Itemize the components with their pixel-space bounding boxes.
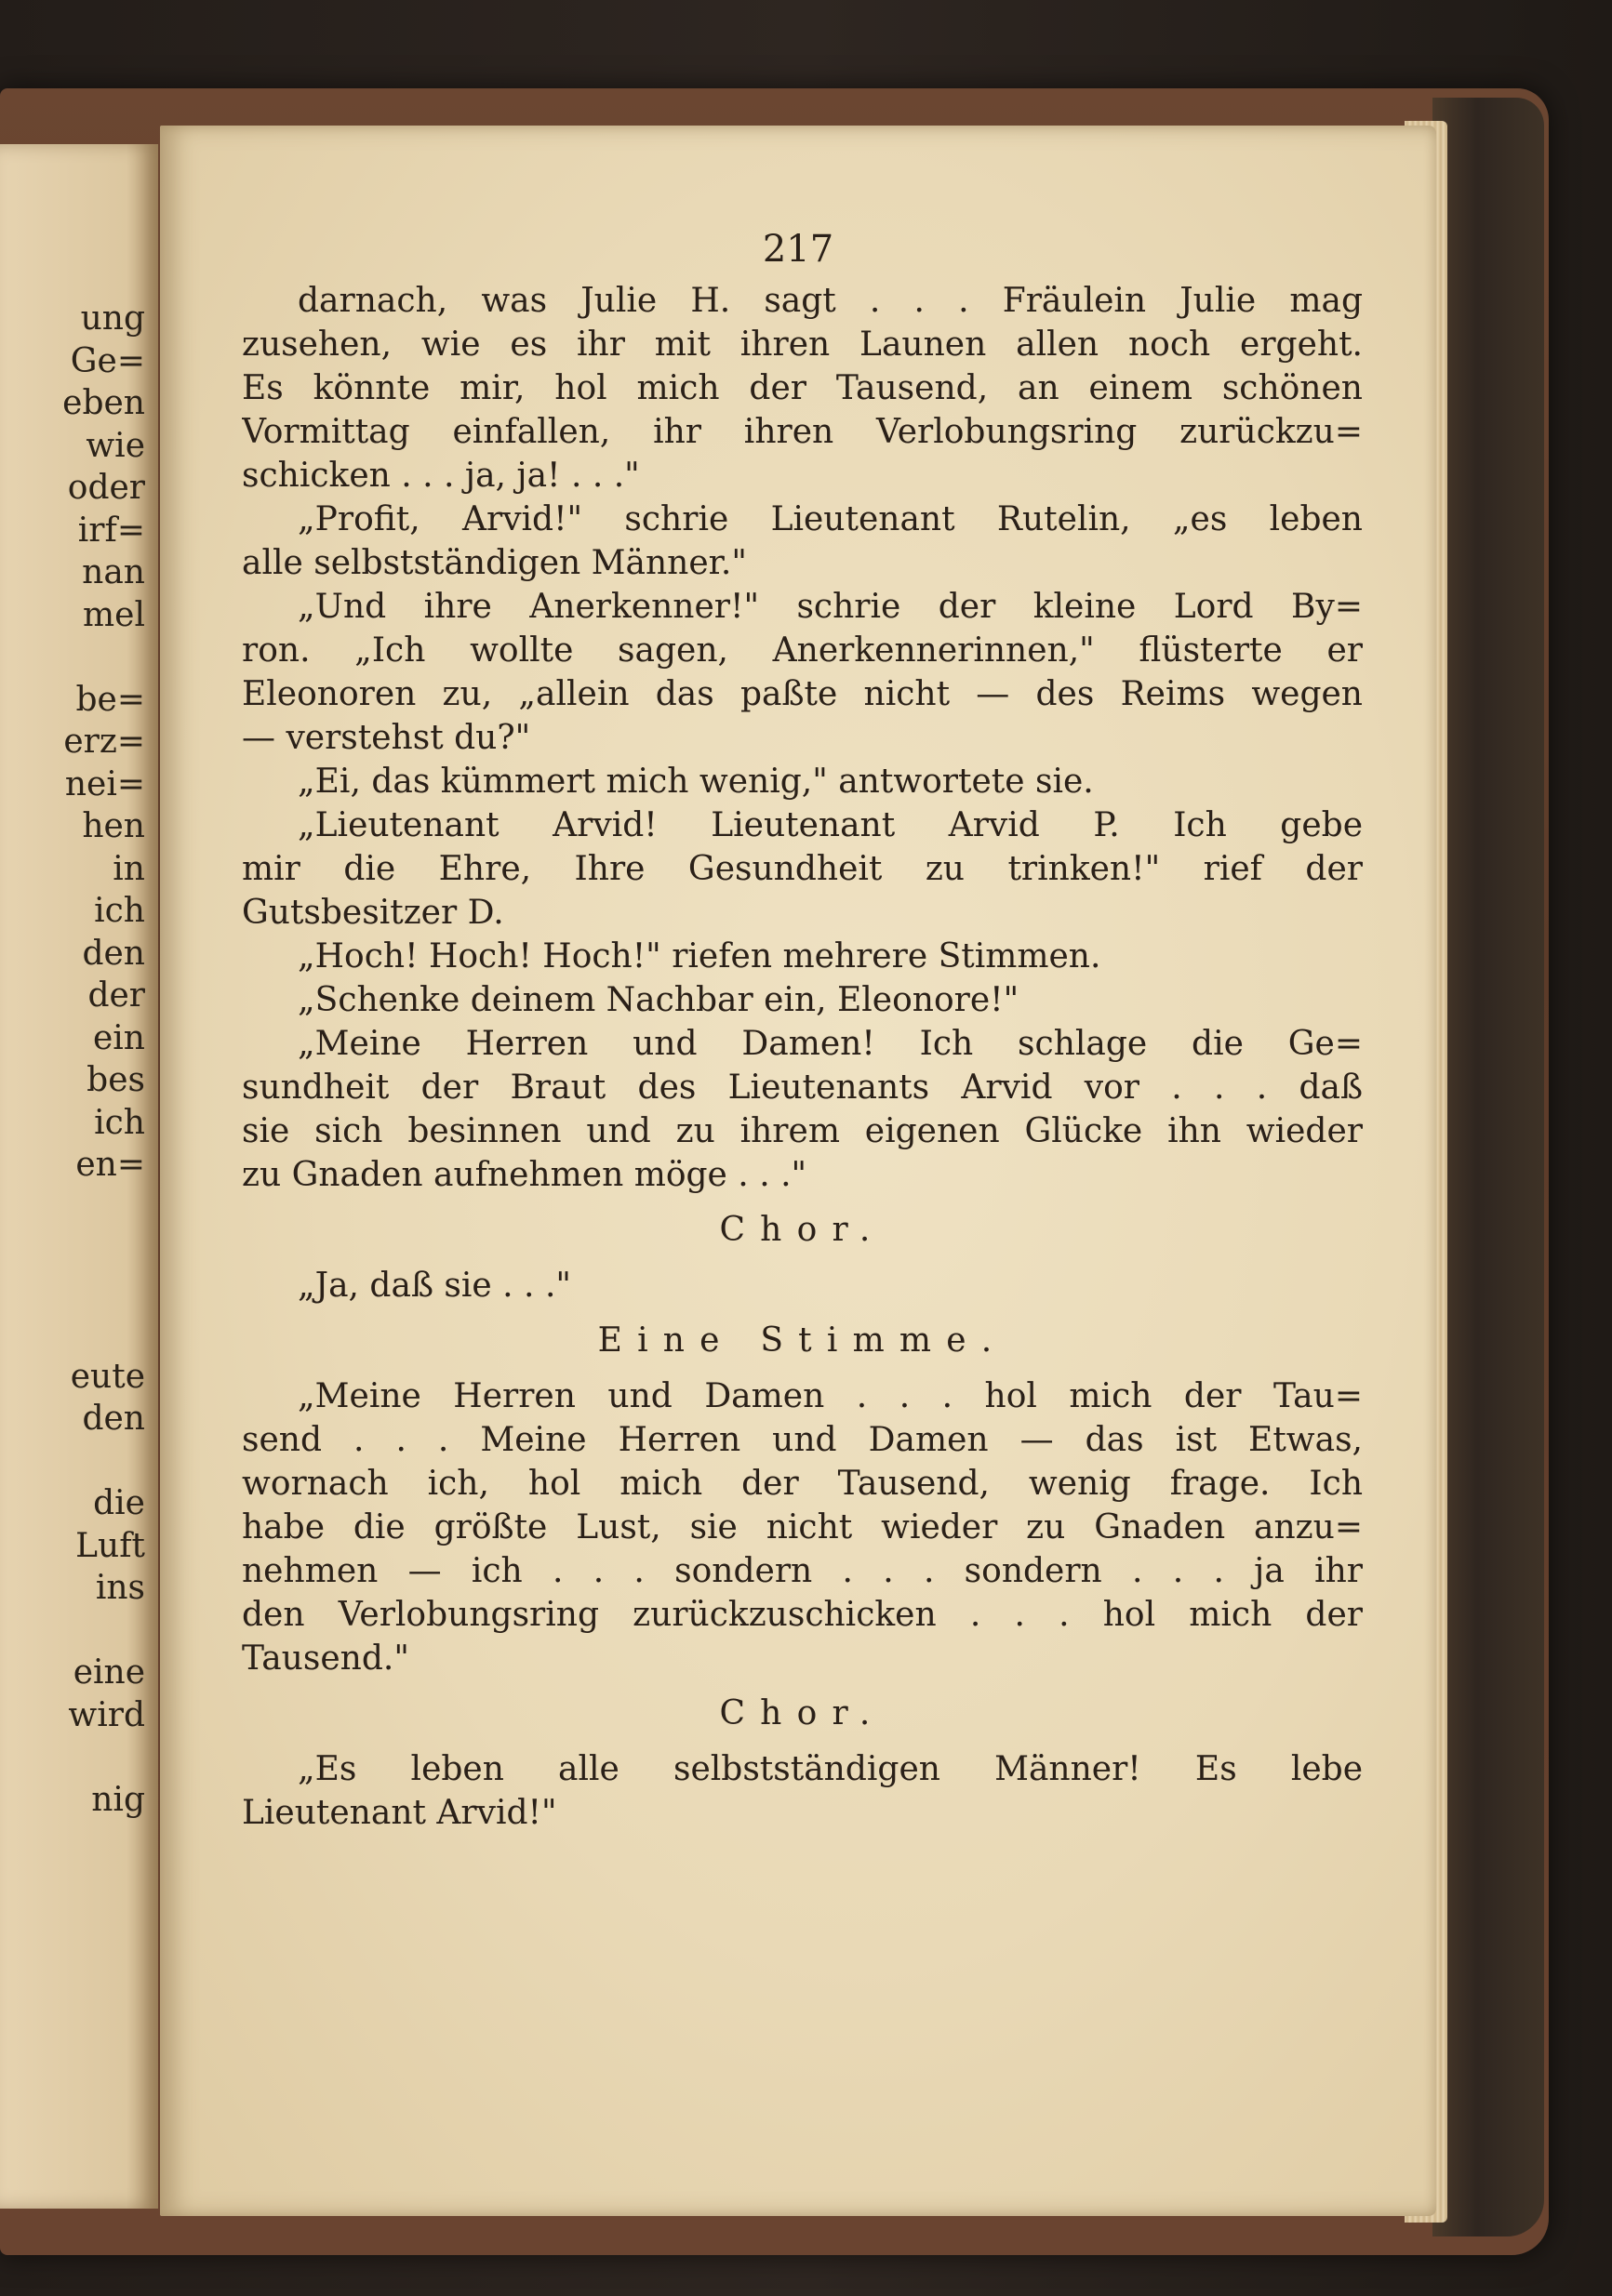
left-page-fragment: ich — [94, 1103, 145, 1142]
text-line: wornach ich, hol mich der Tausend, wenig frage. Ich — [242, 1465, 1363, 1503]
text-line: send . . . Meine Herren und Damen — das ist Etwas, — [242, 1421, 1363, 1459]
left-page-fragment — [62, 1313, 145, 1356]
section-heading: Chor. — [719, 1211, 886, 1249]
left-page-fragment: nig — [91, 1780, 145, 1819]
text-line: sie sich besinnen und zu ihrem eigenen Glücke ihn wieder — [242, 1112, 1363, 1150]
text-line: — verstehst du?" — [242, 719, 531, 757]
text-line: „Hoch! Hoch! Hoch!" riefen mehrere Stimmen. — [298, 937, 1101, 975]
book-cover-edge — [1432, 98, 1544, 2236]
left-page-fragment: ein — [92, 1018, 145, 1057]
left-page-fragment: ich — [94, 892, 145, 930]
left-page-fragment: in — [113, 849, 145, 888]
text-line: den Verlobungsring zurückzuschicken . . . hol mich der — [242, 1596, 1363, 1634]
left-page — [0, 144, 158, 2209]
text-line: zusehen, wie es ihr mit ihren Launen allen noch ergeht. — [242, 325, 1363, 364]
left-page-fragment: hen — [82, 807, 145, 845]
left-page-fragment — [62, 1440, 145, 1483]
left-page-fragment: der — [87, 976, 145, 1015]
left-page-fragment: en= — [75, 1146, 145, 1184]
text-line: „Ja, daß sie . . ." — [298, 1267, 571, 1305]
left-page-fragment: nan — [82, 553, 145, 591]
text-line: „Meine Herren und Damen . . . hol mich der Tau= — [298, 1377, 1363, 1415]
left-page-fragment: eine — [73, 1653, 145, 1692]
text-line: Eleonoren zu, „allein das paßte nicht — des Reims wegen — [242, 675, 1363, 713]
left-page-fragment: bes — [87, 1061, 145, 1099]
text-line: „Und ihre Anerkenner!" schrie der kleine Lord By= — [298, 588, 1363, 626]
left-page-fragment — [62, 1736, 145, 1779]
left-page-fragment: ung — [80, 299, 145, 338]
section-heading: Chor. — [719, 1694, 886, 1732]
left-page-fragment: irf= — [77, 511, 145, 550]
left-page-fragment — [62, 1610, 145, 1652]
left-page-fragment: ins — [95, 1569, 145, 1607]
text-line: Vormittag einfallen, ihr ihren Verlobungsring zurückzu= — [242, 413, 1363, 451]
left-page-fragment: Ge= — [70, 341, 145, 380]
text-line: „Ei, das kümmert mich wenig," antwortete sie. — [298, 763, 1094, 801]
text-line: mir die Ehre, Ihre Gesundheit zu trinken!" rief der — [242, 850, 1363, 888]
text-line: Gutsbesitzer D. — [242, 894, 504, 932]
left-page-fragment — [62, 636, 145, 679]
page-number: 217 — [762, 228, 834, 271]
text-line: sundheit der Braut des Lieutenants Arvid vor . . . daß — [242, 1068, 1363, 1107]
text-line: „Meine Herren und Damen! Ich schlage die Ge= — [298, 1025, 1363, 1063]
text-line: Tausend." — [242, 1639, 409, 1678]
left-page-fragment: wie — [86, 426, 145, 465]
text-line: „Lieutenant Arvid! Lieutenant Arvid P. Ich gebe — [298, 806, 1363, 844]
left-page-fragment — [62, 1187, 145, 1229]
text-line: nehmen — ich . . . sondern . . . sondern . . . ja ihr — [242, 1552, 1363, 1590]
left-page-fragment: oder — [67, 469, 145, 507]
left-page-fragment: be= — [75, 680, 145, 719]
left-page-fragment — [62, 1228, 145, 1271]
page-text-body — [242, 279, 1363, 1835]
text-line: ron. „Ich wollte sagen, Anerkennerinnen," flüsterte er — [242, 631, 1363, 670]
text-line: „Profit, Arvid!" schrie Lieutenant Rutelin, „es leben — [298, 500, 1363, 538]
text-line: darnach, was Julie H. sagt . . . Fräulein Julie mag — [298, 282, 1363, 320]
left-page-text-fragments — [62, 298, 145, 1821]
left-page-fragment: Luft — [75, 1526, 145, 1565]
left-page-fragment: den — [82, 934, 145, 973]
right-page — [160, 126, 1436, 2216]
left-page-fragment — [62, 1271, 145, 1314]
text-line: alle selbstständigen Männer." — [242, 544, 747, 582]
text-line: zu Gnaden aufnehmen möge . . ." — [242, 1156, 807, 1194]
text-line: schicken . . . ja, ja! . . ." — [242, 457, 640, 495]
text-line: „Schenke deinem Nachbar ein, Eleonore!" — [298, 981, 1019, 1019]
left-page-fragment: die — [93, 1484, 145, 1522]
text-line: „Es leben alle selbstständigen Männer! Es lebe — [298, 1750, 1363, 1788]
text-line: Lieutenant Arvid!" — [242, 1794, 557, 1832]
left-page-fragment: eben — [62, 384, 145, 422]
left-page-fragment: mel — [83, 595, 145, 634]
left-page-fragment: nei= — [64, 764, 145, 803]
text-line: Es könnte mir, hol mich der Tausend, an einem schönen — [242, 369, 1363, 407]
left-page-fragment: den — [82, 1400, 145, 1438]
section-heading: Eine Stimme. — [597, 1321, 1007, 1360]
left-page-fragment: wird — [68, 1695, 145, 1734]
text-line: habe die größte Lust, sie nicht wieder zu Gnaden anzu= — [242, 1508, 1363, 1546]
left-page-fragment: erz= — [63, 723, 145, 761]
left-page-fragment: eute — [70, 1357, 145, 1396]
